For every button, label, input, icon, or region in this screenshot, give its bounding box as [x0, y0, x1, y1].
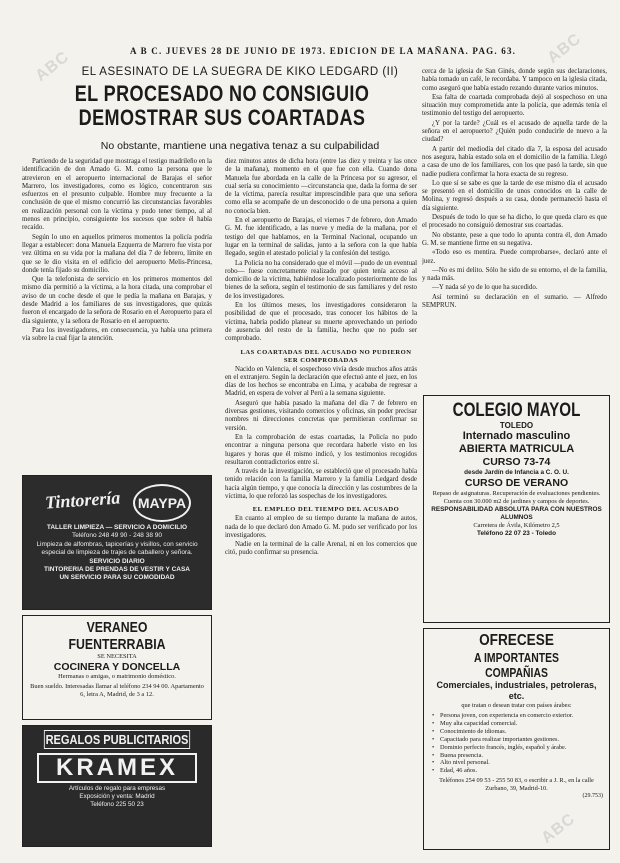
- watermark: ABC: [538, 810, 579, 847]
- ad-script-title: Tintorería: [44, 487, 121, 513]
- paragraph: Nacido en Valencia, el sospechoso vivía desde muchos años atrás en el extranjero. Según la declaración que efectuó ante el juez, en los días de los hechos se encontraba en Lima, y acababa de regresar a Madrid, en espera de volver al Perú a la semana siguiente.: [225, 365, 417, 398]
- list-item: • Muy alta capacidad comercial.: [430, 720, 603, 728]
- ad-tintoreria: [22, 475, 212, 610]
- ad-verano-desc: Repaso de asignaturas. Recuperación de evaluaciones pendientes.: [432, 490, 601, 497]
- ad-body: Buen sueldo. Interesadas llamar al teléfono 234 94 00. Apartamento 6, letra A, Madrid, de 3 a 12.: [30, 683, 204, 698]
- ad-title: OFRECESE: [479, 632, 554, 649]
- ad-role: COCINERA Y DONCELLA: [53, 661, 181, 673]
- ad-line: UN SERVICIO PARA SU COMODIDAD: [59, 574, 175, 582]
- paragraph: ¿Y por la tarde? ¿Cuál es el acusado de aquella tarde de la señora en el aeropuerto? ¿Quién pudo conducirle de nuevo a la ciudad?: [422, 119, 607, 144]
- article-column-3: [422, 68, 607, 388]
- paragraph: No obstante, pese a que todo lo apunta contra él, don Amado G. M. se mantiene firme en su negativa.: [422, 231, 607, 247]
- ad-line: Artículos de regalo para empresas: [68, 785, 166, 792]
- list-item: • Persona joven, con experiencia en comercio exterior.: [430, 712, 603, 720]
- ad-line: SERVICIO DIARIO: [89, 557, 145, 565]
- ad-line: TALLER LIMPIEZA — SERVICIO A DOMICILIO: [46, 524, 188, 531]
- ad-curso: CURSO 73-74: [482, 456, 551, 468]
- article-deck: No obstante, mantiene una negativa tenaz a su culpabilidad: [100, 140, 380, 152]
- ad-desde: desde Jardín de Infancia a C. O. U.: [464, 469, 569, 476]
- ad-line: Teléfono 225 50 23: [90, 801, 144, 808]
- list-item: • Capacitado para realizar importantes gestiones.: [430, 736, 603, 744]
- paragraph: Aseguró que había pasado la mañana del día 7 de febrero en diversas gestiones, visitando comercios y oficinas, sin poder precisar nombres ni direcciones concretas que permitieran confirmar su versión.: [225, 399, 417, 432]
- paragraph: En cuanto al empleo de su tiempo durante la mañana de autos, nada de lo que declaró don Amado G. M. pudo ser verificado por los investigadores.: [225, 515, 417, 539]
- paragraph: Esa falta de coartada comprobada dejó al sospechoso en una situación muy comprometida ante la policía, que además tenía el testimonio del testigo del aeropuerto.: [422, 93, 607, 118]
- ad-need: SE NECESITA: [97, 653, 137, 660]
- paragraph: Según lo uno en aquellos primeros momentos la policía podría llegar a establecer: dona Manuela Ezquerra de Marrero fue vista por vez última en su vida por la mañana del día 7 de febrero, límite en que se le dio visita en el edificio del aeropuerto Melis-Princesa, donde tenía fijado su domicilio.: [22, 233, 212, 274]
- ad-title: VERANEO FUENTERRABIA: [68, 619, 166, 653]
- article-column-2: [225, 158, 417, 858]
- ad-verano: CURSO DE VERANO: [464, 477, 569, 489]
- ad-direccion: Carretera de Ávila, Kilómetro 2,5: [473, 522, 560, 529]
- section-subhead: EL EMPLEO DEL TIEMPO DEL ACUSADO: [252, 506, 400, 514]
- article-column-1: [22, 158, 212, 470]
- ad-sub: Hermanas o amigas, o matrimonio doméstico.: [58, 673, 176, 680]
- ad-line: TINTORERIA DE PRENDAS DE VESTIR Y CASA: [43, 566, 191, 574]
- paragraph: Después de todo lo que se ha dicho, lo que queda claro es que el procesado no consiguió demostrar sus coartadas.: [422, 214, 607, 230]
- ad-sectors: Comerciales, industriales, petroleras, etc.: [436, 680, 597, 701]
- list-item: • Conocimiento de idiomas.: [430, 728, 603, 736]
- paragraph: Para los investigadores, en consecuencia, ya había una primera vía sobre la cual fijar la atención.: [22, 326, 212, 343]
- paragraph: «Todo eso es mentira. Puede comprobarse», declaró ante el juez.: [422, 249, 607, 265]
- ad-line: Limpieza de alfombras, tapicerías y visillos, con servicio especial de limpieza de trajes de caballero y señora.: [36, 540, 198, 557]
- paragraph: —Y nada sé yo de lo que ha sucedido.: [432, 284, 538, 292]
- paragraph: En el aeropuerto de Barajas, el viernes 7 de febrero, don Amado G. M. fue identificado, a las nueve y media de la mañana, por el testigo del que hablamos, en la Terminal Nacional, ocupando un lugar en la terminal de salidas, junto a la señora con la que había llegado, según el atestado policial y la confesión del testigo.: [225, 217, 417, 258]
- paragraph: Partiendo de la seguridad que mostraga el testigo madrileño en la identificación de don Amado G. M. como la persona que le atrevieron en el aeropuerto internacional de Barajas el señor Marrero, los investigadores, como es lógico, concentraron sus esfuerzos en el presunto culpable. Hombre muy frecuente a la conclusión de que el mismo concurrió las circunstancias favorables en realización personal con la víctima y pudo tener tiempo, al al menos en principio, consiguiente los sucesos que sobre él había recaído.: [22, 158, 212, 232]
- ad-contact: Teléfonos 254 09 53 - 255 50 83, o escribir a J. R., en la calle Zurbano, 39, Madrid-10.: [439, 777, 594, 793]
- watermark: ABC: [544, 30, 585, 67]
- ad-ofrecese: [423, 628, 610, 850]
- ad-responsabilidad: RESPONSABILIDAD ABSOLUTA PARA CON NUESTROS ALUMNOS: [431, 506, 602, 521]
- section-subhead: LAS COARTADAS DEL ACUSADO NO PUDIERON SER COMPROBADAS: [240, 348, 412, 364]
- article-headline: EL PROCESADO NO CONSIGUIO DEMOSTRAR SUS COARTADAS: [74, 81, 370, 130]
- ad-subtitle: A IMPORTANTES COMPAÑIAS: [474, 650, 559, 680]
- article-kicker: EL ASESINATO DE LA SUEGRA DE KIKO LEDGARD (II): [81, 66, 399, 78]
- ad-city: TOLEDO: [499, 421, 534, 430]
- paragraph: Que la telefonista de servicio en los primeros momentos del mismo día permitió a la víctima, a la hora citada, una comprobar el aviso de un coche desde el que le pedía la mañana en Barajas, y desde Madrid a los familiares de sus investigadores, que quizás fueron el encargado de la señora de Rosario en el Aeropuerto para el día siguiente, y la señora de Rosario en el aeropuerto.: [22, 276, 212, 325]
- ad-regalos: [22, 725, 212, 847]
- paragraph: Así terminó su declaración en el sumario. — Alfredo SEMPRUN.: [422, 293, 607, 310]
- paragraph: A partir del mediodía del citado día 7, la esposa del acusado nos asegura, había estado sola en el domicilio de la familia. Llegó a casa de uno de los familiares, con los que pasó la tarde, sin que nadie pudiera confirmar la hora exacta de su regreso.: [422, 145, 607, 178]
- paragraph: En la comprobación de estas coartadas, la Policía no pudo encontrar a ninguna persona que recordara haberle visto en los lugares y horas que él mismo indicó, y los testimonios recogidos resultaron contradictorios entre sí.: [225, 433, 417, 466]
- running-head: A B C. JUEVES 28 DE JUNIO DE 1973. EDICION DE LA MAÑANA. PAG. 63.: [130, 46, 517, 56]
- paragraph: diez minutos antes de dicha hora (entre las diez y treinta y las once de la mañana), momento en el que fue con ella. Cuando dona Manuela fue abordada en la calle de la Princesa por su agresor, el cual sería su conocimiento —circunstancia que, dada la forma de ser de la víctima, parecía resultar imprescindible para que una señora como ella se acompañe de un desconocido o de una persona a quien no conocía bien.: [225, 158, 417, 215]
- paragraph: Nadie en la terminal de la calle Arenal, ni en los comercios que citó, pudo confirmar su presencia.: [225, 541, 417, 557]
- paragraph: Lo que sí se sabe es que la tarde de ese mismo día el acusado se presentó en el domicilio de unos conocidos en la calle de Molina, y regresó después a su casa, donde permaneció hasta el día siguiente.: [422, 179, 607, 212]
- list-item: • Buena presencia.: [430, 752, 603, 760]
- ad-logo-row: [23, 476, 211, 524]
- ad-telefono: Teléfono 22 07 23 - Toledo: [477, 530, 556, 537]
- paragraph: —No es mi delito. Sólo he sido de su entorno, el de la familia, y nada más.: [422, 266, 607, 283]
- list-item: • Alto nivel personal.: [430, 759, 603, 767]
- paragraph: En los últimos meses, los investigadores consideraron la posibilidad de que el procesado, tras conocer los hábitos de la víctima, habría podido planear su muerte aprovechando un periodo de ausencia del resto de la familia, hecho que no pudo ser comprobado.: [225, 302, 417, 343]
- ad-internado: Internado masculino: [462, 430, 571, 442]
- ad-instalaciones: Cuenta con 30.000 m2 de jardines y campos de deportes.: [443, 498, 590, 505]
- list-item: • Dominio perfecto francés, inglés, español y árabe.: [430, 744, 603, 752]
- list-item: • Edad, 46 años.: [430, 767, 603, 775]
- ad-line: Teléfono 248 49 90 - 248 38 90: [72, 532, 162, 540]
- ad-line: Exposición y venta: Madrid: [79, 793, 155, 800]
- ad-reference: (29.753): [582, 793, 603, 800]
- paragraph: La Policía no ha considerado que el móvil —pudo de un eventual robo— fuese concretamente realizado por quien tenía acceso al domicilio de la víctima, habiéndose localizado posteriormente de los bienes de la señora, según el testimonio de sus familiares y del resto de los investigadores.: [225, 259, 417, 300]
- ad-brand-logo: KRAMEX: [37, 753, 197, 783]
- paragraph: A través de la investigación, se estableció que el procesado había tenido relación con la familia Marrero y la familia Ledgard desde hacía algún tiempo, y que conocía la dirección y las costumbres de la víctima, lo que reforzó las sospechas de los investigadores.: [225, 468, 417, 500]
- ad-veraneo: [22, 615, 212, 720]
- ad-title: COLEGIO MAYOL: [452, 400, 581, 421]
- ad-qualifications-list: [430, 712, 603, 775]
- watermark: ABC: [32, 48, 73, 85]
- ad-intro: que tratan o desean tratar con países árabes:: [461, 702, 572, 709]
- ad-colegio-mayol: [423, 395, 610, 623]
- ad-matricula: ABIERTA MATRICULA: [458, 443, 575, 455]
- ad-title: REGALOS PUBLICITARIOS: [45, 732, 189, 747]
- ad-brand-logo: MAYPA: [133, 484, 191, 522]
- paragraph: cerca de la iglesia de San Ginés, donde según sus declaraciones, había tomado un café, le recordaba. Y tampoco en la iglesia citada, como aseguró que había estado rezando durante varios minutos.: [422, 68, 607, 92]
